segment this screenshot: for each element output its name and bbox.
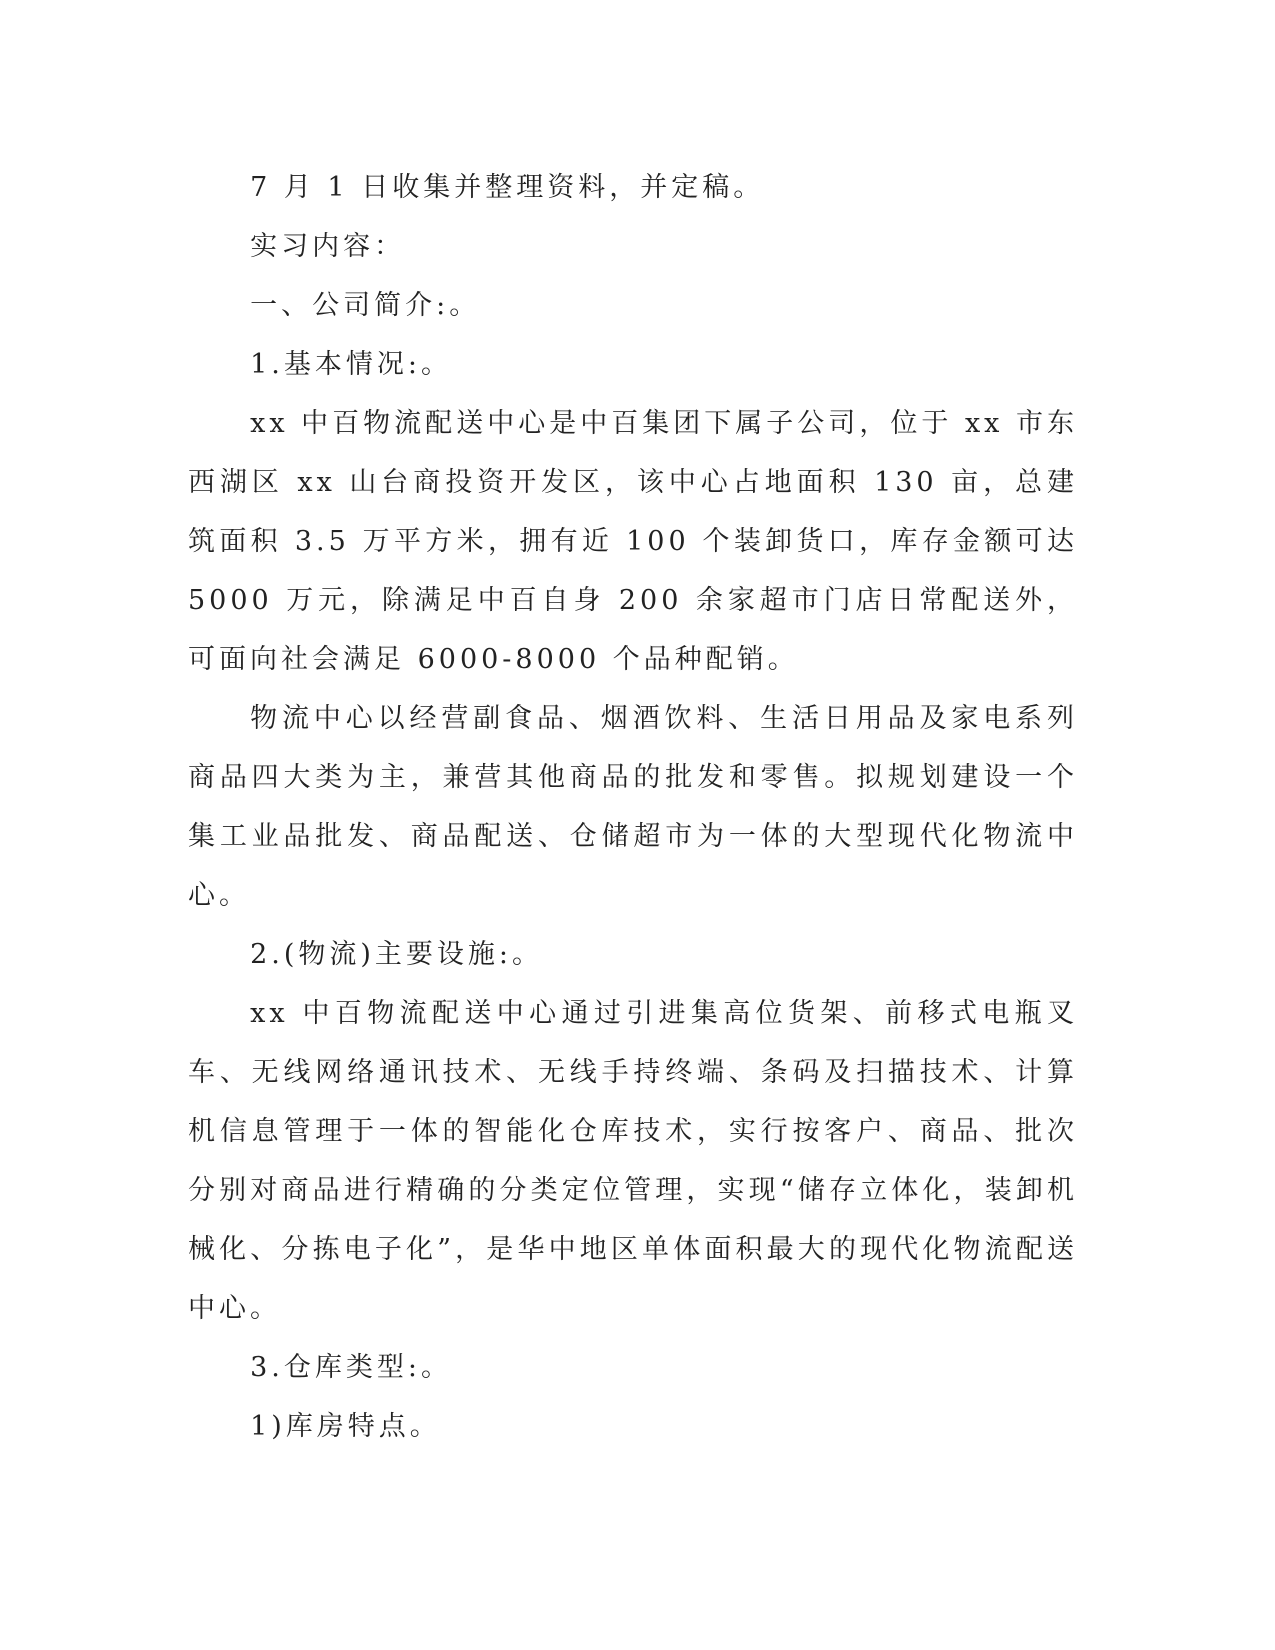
paragraph-storehouse-features: 1)库房特点。 — [250, 1411, 441, 1442]
paragraph-basic-info-body: xx 中百物流配送中心是中百集团下属子公司，位于 xx 市东西湖区 xx 山台商投资开发区，该中心占地面积 130 亩，总建筑面积 3.5 万平方米，拥有近 100 个装卸货口，库存金额可达 5000 万元，除满足中百自身 200 余家超市门店日常配送外，可面向社会满足 6000-8000 个品种配销。 — [188, 408, 1078, 675]
paragraph-facilities-body: xx 中百物流配送中心通过引进集高位货架、前移式电瓶叉车、无线网络通讯技术、无线手持终端、条码及扫描技术、计算机信息管理于一体的智能化仓库技术，实行按客户、商品、批次分别对商品进行精确的分类定位管理，实现“储存立体化，装卸机械化、分拣电子化”，是华中地区单体面积最大的现代化物流配送中心。 — [188, 998, 1078, 1324]
paragraph-basic-info-heading: 1.基本情况:。 — [250, 349, 452, 380]
document-body — [188, 158, 1078, 1456]
paragraph-internship-content-heading: 实习内容： — [250, 231, 406, 262]
paragraph-schedule-date: 7 月 1 日收集并整理资料，并定稿。 — [250, 172, 765, 203]
paragraph-company-intro-heading: 一、公司简介:。 — [250, 290, 481, 321]
paragraph-business-scope: 物流中心以经营副食品、烟酒饮料、生活日用品及家电系列商品四大类为主，兼营其他商品的批发和零售。拟规划建设一个集工业品批发、商品配送、仓储超市为一体的大型现代化物流中心。 — [188, 703, 1078, 911]
paragraph-facilities-heading: 2.(物流)主要设施:。 — [250, 939, 544, 970]
paragraph-warehouse-type-heading: 3.仓库类型:。 — [250, 1352, 452, 1383]
